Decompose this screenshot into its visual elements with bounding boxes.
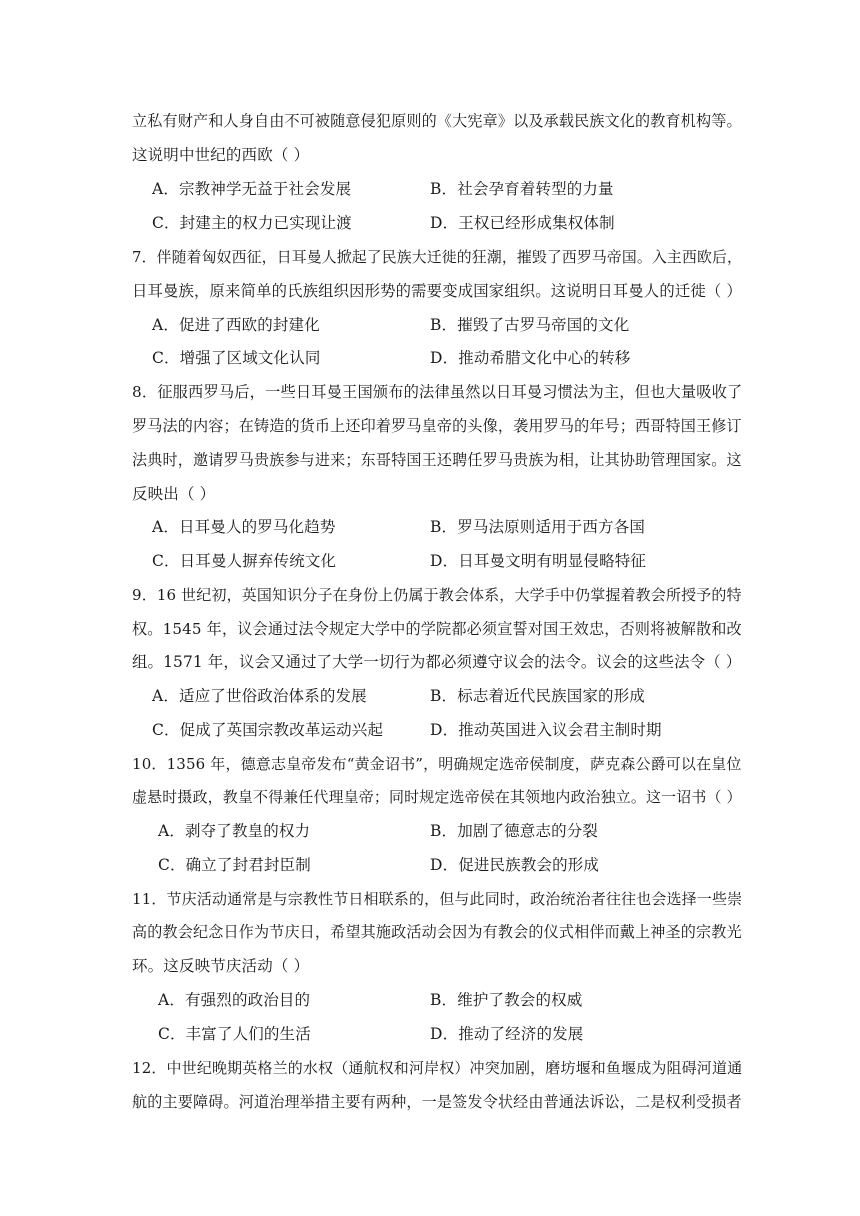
q10-option-d: D．促进民族教会的形成 [430,856,600,874]
q11-stem-line-2: 高的教会纪念日作为节庆日，希望其施政活动会因为有教会的仪式相伴而戴上神圣的宗教光 [132,923,742,941]
q9-option-d: D．推动英国进入议会君主制时期 [430,721,662,739]
q7-option-c: C．增强了区域文化认同 [152,349,321,367]
q12-stem-line-2: 航的主要障碍。河道治理举措主要有两种，一是签发令状经由普通法诉讼，二是权利受损者 [132,1093,742,1111]
q8-stem-line-1: 8．征服西罗马后，一些日耳曼王国颁布的法律虽然以日耳曼习惯法为主，但也大量吸收了 [132,383,743,401]
q7-stem-line-2: 日耳曼族，原来简单的氏族组织因形势的需要变成国家组织。这说明日耳曼人的迁徙（ ） [132,282,742,300]
q11-option-d: D．推动了经济的发展 [430,1025,584,1043]
q9-stem-line-2: 权。1545 年，议会通过法令规定大学中的学院都必须宣誓对国王效忠，否则将被解散和改 [132,620,742,638]
q6-option-c: C．封建主的权力已实现让渡 [152,214,352,232]
q11-stem-line-1: 11．节庆活动通常是与宗教性节日相联系的，但与此同时，政治统治者往往也会选择一些崇 [132,890,743,908]
q8-option-a: A．日耳曼人的罗马化趋势 [152,518,336,536]
q8-option-b: B．罗马法原则适用于西方各国 [430,518,645,536]
q11-stem-line-3: 环。这反映节庆活动（ ） [132,957,310,975]
q9-stem-line-3: 组。1571 年，议会又通过了大学一切行为都必须遵守议会的法令。议会的这些法令（ ） [132,653,742,671]
q10-option-a: A．剥夺了教皇的权力 [158,822,311,840]
q9-stem-line-1: 9．16 世纪初，英国知识分子在身份上仍属于教会体系，大学手中仍掌握着教会所授予的特 [132,586,742,604]
q8-stem-line-3: 法典时，邀请罗马贵族参与进来；东哥特国王还聘任罗马贵族为相，让其协助管理国家。这 [132,451,742,469]
q9-option-b: B．标志着近代民族国家的形成 [430,687,645,705]
q6-stem-line-2: 这说明中世纪的西欧（ ） [132,146,310,164]
q6-stem-line-1: 立私有财产和人身自由不可被随意侵犯原则的《大宪章》以及承载民族文化的教育机构等。 [132,112,742,130]
q10-stem-line-1: 10．1356 年，德意志皇帝发布“黄金诏书”，明确规定选帝侯制度，萨克森公爵可以在皇位 [132,755,742,773]
q8-stem-line-2: 罗马法的内容；在铸造的货币上还印着罗马皇帝的头像，袭用罗马的年号；西哥特国王修订 [132,417,742,435]
q11-option-c: C．丰富了人们的生活 [158,1025,311,1043]
q9-option-c: C．促成了英国宗教改革运动兴起 [152,721,384,739]
q7-stem-line-1: 7．伴随着匈奴西征，日耳曼人掀起了民族大迁徙的狂潮，摧毁了西罗马帝国。入主西欧后， [132,248,742,266]
q9-option-a: A．适应了世俗政治体系的发展 [152,687,367,705]
q7-option-a: A．促进了西欧的封建化 [152,316,320,334]
q6-option-b: B．社会孕育着转型的力量 [430,180,614,198]
q7-option-b: B．摧毁了古罗马帝国的文化 [430,316,630,334]
q10-option-b: B．加剧了德意志的分裂 [430,822,599,840]
q7-option-d: D．推动希腊文化中心的转移 [430,349,631,367]
q11-option-b: B．维护了教会的权威 [430,991,583,1009]
q12-stem-line-1: 12．中世纪晚期英格兰的水权（通航权和河岸权）冲突加剧，磨坊堰和鱼堰成为阻碍河道通 [132,1059,743,1077]
q6-option-a: A．宗教神学无益于社会发展 [152,180,352,198]
q8-stem-line-4: 反映出（ ） [132,485,216,503]
q8-option-d: D．日耳曼文明有明显侵略特征 [430,552,647,570]
q8-option-c: C．日耳曼人摒弃传统文化 [152,552,337,570]
q11-option-a: A．有强烈的政治目的 [158,991,311,1009]
q10-option-c: C．确立了封君封臣制 [158,856,311,874]
q6-option-d: D．王权已经形成集权体制 [430,214,615,232]
q10-stem-line-2: 虚悬时摄政，教皇不得兼任代理皇帝；同时规定选帝侯在其领地内政治独立。这一诏书（ ） [132,788,742,806]
